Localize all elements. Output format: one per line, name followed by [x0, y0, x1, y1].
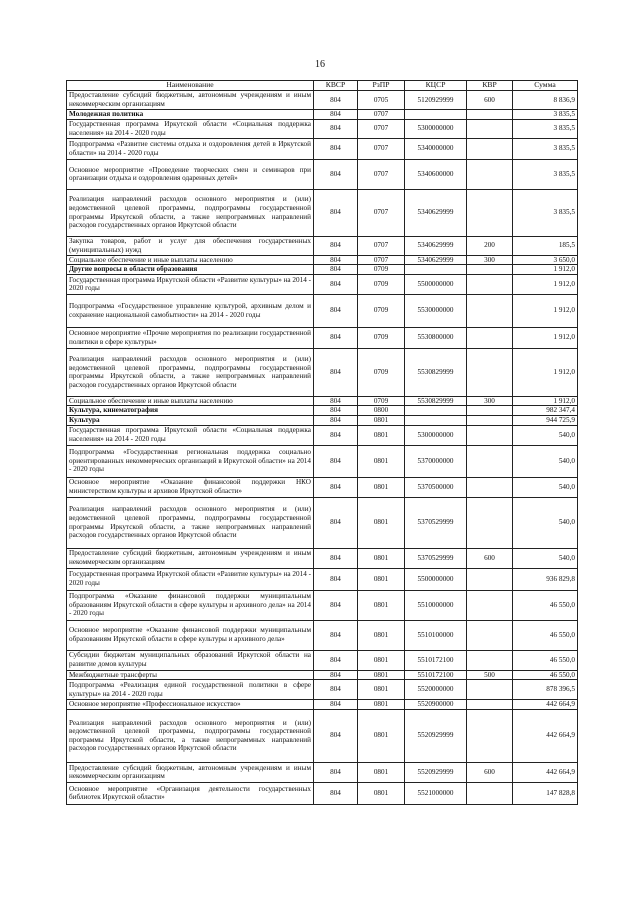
cell-kcsr: [405, 110, 467, 120]
cell-rzpr: 0801: [358, 782, 405, 804]
cell-name: Подпрограмма «Государственное управление культурой, архивным делом и сохранение национальной самобытности» на 2014 - 2020 годы: [67, 294, 314, 327]
cell-kvr: 300: [467, 396, 513, 406]
cell-kvr: [467, 119, 513, 138]
cell-kcsr: 5300000000: [405, 425, 467, 445]
cell-kvr: [467, 782, 513, 804]
page-number: 16: [315, 59, 325, 70]
cell-rzpr: 0707: [358, 189, 405, 236]
cell-kcsr: 5530000000: [405, 294, 467, 327]
cell-kvr: [467, 406, 513, 416]
cell-kvsr: 804: [314, 119, 358, 138]
cell-sum: 442 664,9: [513, 762, 578, 782]
table-row: [67, 265, 578, 275]
table-row: [67, 255, 578, 265]
cell-kcsr: 5510172100: [405, 670, 467, 680]
header-kvr: КВР: [467, 81, 513, 91]
cell-sum: 540,0: [513, 477, 578, 497]
cell-kcsr: [405, 415, 467, 425]
table-row: [67, 236, 578, 255]
cell-kvsr: 804: [314, 396, 358, 406]
cell-kvr: 600: [467, 548, 513, 568]
cell-rzpr: 0709: [358, 396, 405, 406]
cell-name: Другие вопросы в области образования: [67, 265, 314, 275]
table-row: [67, 425, 578, 445]
table-row: [67, 138, 578, 159]
cell-kvsr: 804: [314, 670, 358, 680]
table-row: [67, 620, 578, 650]
cell-name: Основное мероприятие «Оказание финансовой поддержки муниципальным образованиям Иркутской области в сфере культуры и архивного дела»: [67, 620, 314, 650]
cell-rzpr: 0709: [358, 294, 405, 327]
header-kvsr: КВСР: [314, 81, 358, 91]
table-row: [67, 709, 578, 762]
table-row: [67, 497, 578, 548]
cell-kvsr: 804: [314, 709, 358, 762]
cell-kcsr: [405, 265, 467, 275]
cell-sum: 442 664,9: [513, 709, 578, 762]
cell-name: Основное мероприятие «Оказание финансовой поддержки НКО министерством культуры и архивов Иркутской области»: [67, 477, 314, 497]
cell-kcsr: 5340629999: [405, 255, 467, 265]
cell-name: Социальное обеспечение и иные выплаты населению: [67, 255, 314, 265]
cell-sum: 3 835,5: [513, 110, 578, 120]
cell-sum: 878 396,5: [513, 680, 578, 700]
cell-kvsr: 804: [314, 590, 358, 620]
cell-rzpr: 0707: [358, 255, 405, 265]
cell-sum: 1 912,0: [513, 265, 578, 275]
cell-sum: 46 550,0: [513, 650, 578, 670]
cell-kvsr: 804: [314, 497, 358, 548]
cell-name: Подпрограмма «Государственная региональная поддержка социально ориентированных некоммерческих организаций в Иркутской области» на 2014 - 2020 годы: [67, 445, 314, 477]
cell-kcsr: 5521000000: [405, 782, 467, 804]
cell-kvr: 200: [467, 236, 513, 255]
cell-sum: 540,0: [513, 548, 578, 568]
cell-sum: 8 836,9: [513, 91, 578, 110]
cell-kvsr: 804: [314, 620, 358, 650]
cell-sum: 1 912,0: [513, 294, 578, 327]
cell-sum: 1 912,0: [513, 274, 578, 294]
table-header-row: [67, 81, 578, 91]
cell-kcsr: 5500000000: [405, 274, 467, 294]
cell-sum: 46 550,0: [513, 670, 578, 680]
cell-rzpr: 0801: [358, 477, 405, 497]
cell-sum: 3 835,5: [513, 119, 578, 138]
cell-kvsr: 804: [314, 274, 358, 294]
cell-sum: 442 664,9: [513, 700, 578, 710]
table-row: [67, 274, 578, 294]
cell-kvsr: 804: [314, 327, 358, 348]
cell-kcsr: 5120929999: [405, 91, 467, 110]
cell-kvsr: 804: [314, 445, 358, 477]
cell-rzpr: 0801: [358, 548, 405, 568]
cell-kcsr: 5370529999: [405, 548, 467, 568]
cell-kvr: [467, 425, 513, 445]
cell-kvsr: 804: [314, 650, 358, 670]
cell-kcsr: 5500000000: [405, 568, 467, 590]
cell-kvsr: 804: [314, 294, 358, 327]
cell-kvsr: 804: [314, 138, 358, 159]
table-row: [67, 91, 578, 110]
cell-kvr: [467, 138, 513, 159]
cell-kcsr: [405, 406, 467, 416]
cell-kcsr: 5340600000: [405, 159, 467, 189]
cell-name: Подпрограмма «Развитие системы отдыха и оздоровления детей в Иркутской области» на 2014 - 2020 годы: [67, 138, 314, 159]
cell-sum: 46 550,0: [513, 620, 578, 650]
cell-sum: 936 829,8: [513, 568, 578, 590]
table-row: [67, 680, 578, 700]
cell-rzpr: 0801: [358, 762, 405, 782]
cell-rzpr: 0801: [358, 568, 405, 590]
cell-name: Подпрограмма «Оказание финансовой поддержки муниципальным образованиям Иркутской области в сфере культуры и архивного дела» на 2014 - 2020 годы: [67, 590, 314, 620]
table-row: [67, 762, 578, 782]
cell-rzpr: 0801: [358, 709, 405, 762]
cell-kvr: [467, 159, 513, 189]
cell-kvr: [467, 189, 513, 236]
cell-name: Основное мероприятие «Проведение творческих смен и семинаров при организации отдыха и оздоровления одаренных детей»: [67, 159, 314, 189]
cell-kvr: [467, 294, 513, 327]
table-row: [67, 348, 578, 396]
table-row: [67, 670, 578, 680]
cell-rzpr: 0705: [358, 91, 405, 110]
cell-kcsr: 5510000000: [405, 590, 467, 620]
cell-kvsr: 804: [314, 548, 358, 568]
cell-kvr: 300: [467, 255, 513, 265]
cell-kvr: 600: [467, 91, 513, 110]
cell-kvsr: 804: [314, 700, 358, 710]
cell-rzpr: 0707: [358, 110, 405, 120]
table-row: [67, 700, 578, 710]
budget-table: [66, 80, 578, 805]
cell-kvsr: 804: [314, 91, 358, 110]
cell-kvsr: 804: [314, 110, 358, 120]
table-row: [67, 568, 578, 590]
cell-rzpr: 0709: [358, 274, 405, 294]
cell-name: Предоставление субсидий бюджетным, автономным учреждениям и иным некоммерческим организациям: [67, 762, 314, 782]
budget-table-container: [66, 80, 577, 805]
cell-kvr: [467, 274, 513, 294]
cell-kvsr: 804: [314, 762, 358, 782]
cell-kvr: [467, 700, 513, 710]
cell-kvsr: 804: [314, 477, 358, 497]
cell-sum: 46 550,0: [513, 590, 578, 620]
cell-name: Реализация направлений расходов основного мероприятия и (или) ведомственной целевой программы, подпрограммы государственной программы Иркутской области, а также непрограммных направлений расходов государственных органов Иркутской области: [67, 189, 314, 236]
table-row: [67, 477, 578, 497]
cell-name: Подпрограмма «Реализация единой государственной политики в сфере культуры» на 2014 - 2020 годы: [67, 680, 314, 700]
cell-rzpr: 0801: [358, 650, 405, 670]
cell-name: Культура: [67, 415, 314, 425]
cell-kcsr: 5340000000: [405, 138, 467, 159]
cell-kvsr: 804: [314, 189, 358, 236]
cell-kvr: [467, 709, 513, 762]
cell-kcsr: 5340629999: [405, 236, 467, 255]
cell-name: Основное мероприятие «Организация деятельности государственных библиотек Иркутской области»: [67, 782, 314, 804]
cell-name: Основное мероприятие «Профессиональное искусство»: [67, 700, 314, 710]
cell-name: Межбюджетные трансферты: [67, 670, 314, 680]
cell-name: Реализация направлений расходов основного мероприятия и (или) ведомственной целевой программы, подпрограммы государственной программы Иркутской области, а также непрограммных направлений расходов государственных органов Иркутской области: [67, 348, 314, 396]
table-body: [67, 91, 578, 805]
cell-kvr: 600: [467, 762, 513, 782]
table-row: [67, 548, 578, 568]
cell-rzpr: 0707: [358, 138, 405, 159]
cell-name: Государственная программа Иркутской области «Развитие культуры» на 2014 - 2020 годы: [67, 568, 314, 590]
cell-name: Молодежная политика: [67, 110, 314, 120]
cell-kvsr: 804: [314, 680, 358, 700]
header-rzpr: РзПР: [358, 81, 405, 91]
table-row: [67, 590, 578, 620]
table-row: [67, 415, 578, 425]
cell-rzpr: 0801: [358, 670, 405, 680]
cell-rzpr: 0801: [358, 700, 405, 710]
table-row: [67, 189, 578, 236]
cell-kvsr: 804: [314, 348, 358, 396]
cell-kcsr: 5370529999: [405, 497, 467, 548]
table-row: [67, 782, 578, 804]
cell-kvsr: 804: [314, 255, 358, 265]
cell-kcsr: 5520929999: [405, 762, 467, 782]
cell-kcsr: 5370000000: [405, 445, 467, 477]
cell-name: Государственная программа Иркутской области «Социальная поддержка населения» на 2014 - 2020 годы: [67, 119, 314, 138]
cell-sum: 3 835,5: [513, 138, 578, 159]
table-row: [67, 445, 578, 477]
cell-kvsr: 804: [314, 159, 358, 189]
cell-kvsr: 804: [314, 236, 358, 255]
cell-kcsr: 5530829999: [405, 348, 467, 396]
cell-sum: 540,0: [513, 497, 578, 548]
cell-name: Предоставление субсидий бюджетным, автономным учреждениям и иным некоммерческим организациям: [67, 548, 314, 568]
cell-sum: 1 912,0: [513, 348, 578, 396]
cell-rzpr: 0707: [358, 159, 405, 189]
cell-kvr: [467, 415, 513, 425]
cell-rzpr: 0800: [358, 406, 405, 416]
cell-rzpr: 0801: [358, 415, 405, 425]
table-row: [67, 294, 578, 327]
cell-name: Социальное обеспечение и иные выплаты населению: [67, 396, 314, 406]
cell-kvr: [467, 110, 513, 120]
cell-rzpr: 0801: [358, 497, 405, 548]
cell-kcsr: 5520900000: [405, 700, 467, 710]
cell-kcsr: 5530829999: [405, 396, 467, 406]
cell-kvr: [467, 348, 513, 396]
cell-kvr: [467, 327, 513, 348]
table-row: [67, 650, 578, 670]
cell-kcsr: 5520000000: [405, 680, 467, 700]
cell-name: Государственная программа Иркутской области «Развитие культуры» на 2014 - 2020 годы: [67, 274, 314, 294]
cell-kcsr: 5510100000: [405, 620, 467, 650]
table-row: [67, 119, 578, 138]
header-kcsr: КЦСР: [405, 81, 467, 91]
cell-name: Государственная программа Иркутской области «Социальная поддержка населения» на 2014 - 2020 годы: [67, 425, 314, 445]
cell-kvr: 500: [467, 670, 513, 680]
cell-kcsr: 5510172100: [405, 650, 467, 670]
table-row: [67, 396, 578, 406]
cell-rzpr: 0801: [358, 680, 405, 700]
cell-sum: 540,0: [513, 445, 578, 477]
cell-kvsr: 804: [314, 415, 358, 425]
cell-name: Предоставление субсидий бюджетным, автономным учреждениям и иным некоммерческим организациям: [67, 91, 314, 110]
cell-rzpr: 0707: [358, 236, 405, 255]
cell-rzpr: 0709: [358, 348, 405, 396]
cell-rzpr: 0707: [358, 119, 405, 138]
cell-sum: 185,5: [513, 236, 578, 255]
table-row: [67, 159, 578, 189]
cell-sum: 982 347,4: [513, 406, 578, 416]
cell-kvr: [467, 265, 513, 275]
table-row: [67, 406, 578, 416]
cell-kcsr: 5530800000: [405, 327, 467, 348]
cell-kvsr: 804: [314, 568, 358, 590]
table-row: [67, 110, 578, 120]
cell-name: Реализация направлений расходов основного мероприятия и (или) ведомственной целевой программы, подпрограммы государственной программы Иркутской области, а также непрограммных направлений расходов государственных органов Иркутской области: [67, 709, 314, 762]
cell-kcsr: 5340629999: [405, 189, 467, 236]
cell-rzpr: 0709: [358, 265, 405, 275]
cell-kvr: [467, 620, 513, 650]
cell-kvsr: 804: [314, 406, 358, 416]
cell-kvr: [467, 568, 513, 590]
cell-kcsr: 5520929999: [405, 709, 467, 762]
cell-sum: 944 725,9: [513, 415, 578, 425]
cell-kvr: [467, 497, 513, 548]
header-sum: Сумма: [513, 81, 578, 91]
cell-name: Реализация направлений расходов основного мероприятия и (или) ведомственной целевой программы, подпрограммы государственной программы Иркутской области, а также непрограммных направлений расходов государственных органов Иркутской области: [67, 497, 314, 548]
cell-name: Культура, кинематография: [67, 406, 314, 416]
cell-sum: 1 912,0: [513, 396, 578, 406]
cell-sum: 3 835,5: [513, 159, 578, 189]
cell-kvsr: 804: [314, 265, 358, 275]
cell-kcsr: 5370500000: [405, 477, 467, 497]
cell-sum: 3 650,0: [513, 255, 578, 265]
cell-kvsr: 804: [314, 782, 358, 804]
header-name: Наименование: [67, 81, 314, 91]
cell-kvr: [467, 680, 513, 700]
cell-rzpr: 0801: [358, 425, 405, 445]
cell-name: Основное мероприятие «Прочие мероприятия по реализации государственной политики в сфере культуры»: [67, 327, 314, 348]
cell-name: Субсидии бюджетам муниципальных образований Иркутской области на развитие домов культуры: [67, 650, 314, 670]
cell-kvsr: 804: [314, 425, 358, 445]
cell-sum: 3 835,5: [513, 189, 578, 236]
cell-name: Закупка товаров, работ и услуг для обеспечения государственных (муниципальных) нужд: [67, 236, 314, 255]
cell-sum: 147 828,8: [513, 782, 578, 804]
table-row: [67, 327, 578, 348]
cell-rzpr: 0801: [358, 590, 405, 620]
cell-rzpr: 0709: [358, 327, 405, 348]
cell-kvr: [467, 650, 513, 670]
cell-rzpr: 0801: [358, 620, 405, 650]
cell-kcsr: 5300000000: [405, 119, 467, 138]
cell-sum: 540,0: [513, 425, 578, 445]
cell-kvr: [467, 477, 513, 497]
cell-kvr: [467, 590, 513, 620]
cell-rzpr: 0801: [358, 445, 405, 477]
cell-sum: 1 912,0: [513, 327, 578, 348]
cell-kvr: [467, 445, 513, 477]
